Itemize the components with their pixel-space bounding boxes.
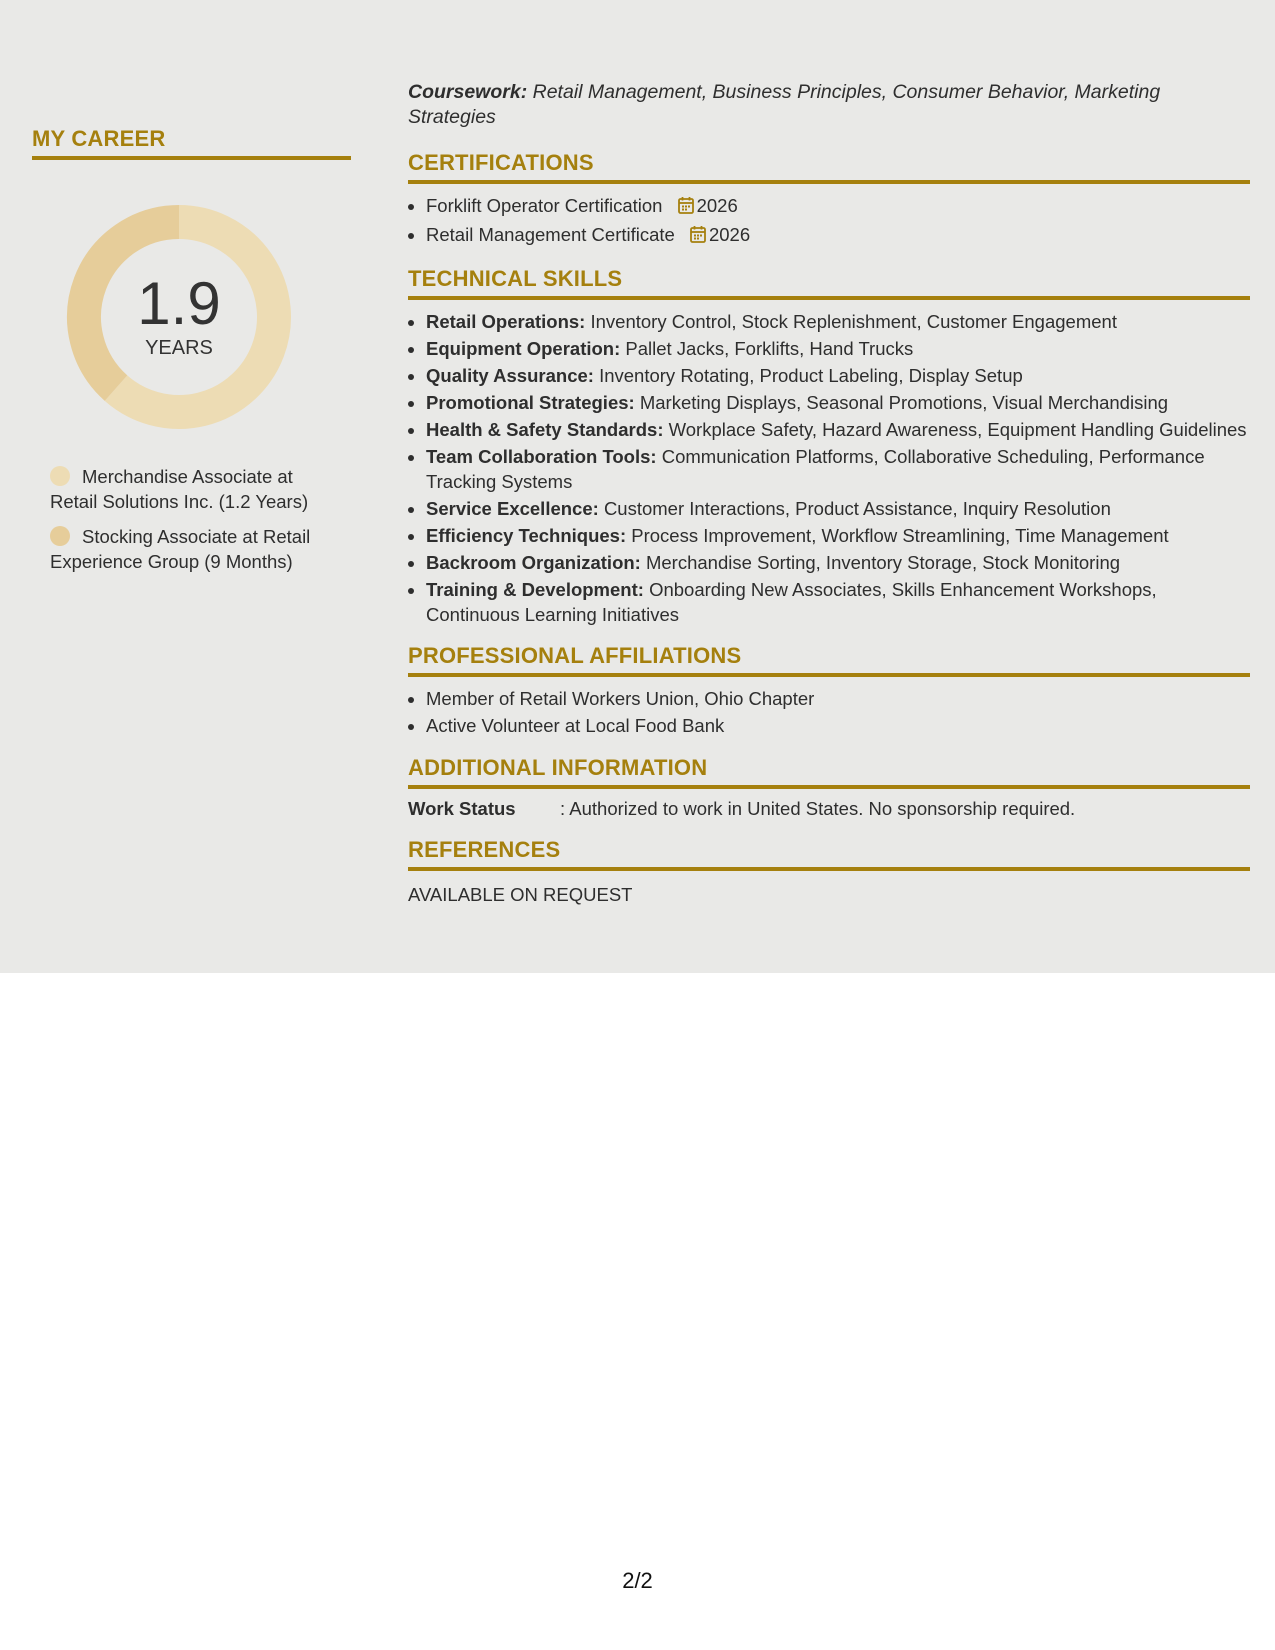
page-number: 2/2 bbox=[622, 1568, 653, 1593]
skill-text: Merchandise Sorting, Inventory Storage, Stock Monitoring bbox=[645, 552, 1121, 573]
skill-item bbox=[426, 549, 1250, 576]
skill-text: Marketing Displays, Seasonal Promotions, Visual Merchandising bbox=[639, 392, 1169, 413]
skill-item bbox=[426, 362, 1250, 389]
references-heading: REFERENCES bbox=[408, 837, 1250, 871]
certifications-list bbox=[408, 192, 1250, 250]
skill-label: Equipment Operation: bbox=[426, 338, 621, 359]
legend-dot bbox=[50, 466, 70, 486]
legend-label: Stocking Associate at Retail Experience Group (9 Months) bbox=[50, 526, 311, 572]
skill-label: Service Excellence: bbox=[426, 498, 599, 519]
skill-label: Promotional Strategies: bbox=[426, 392, 635, 413]
affiliations-list bbox=[408, 685, 1250, 739]
skill-label: Backroom Organization: bbox=[426, 552, 641, 573]
skill-item bbox=[426, 522, 1250, 549]
skill-item bbox=[426, 495, 1250, 522]
skill-label: Training & Development: bbox=[426, 579, 644, 600]
skill-label: Team Collaboration Tools: bbox=[426, 446, 657, 467]
skill-item bbox=[426, 416, 1250, 443]
career-donut-chart bbox=[66, 204, 292, 430]
skill-label: Health & Safety Standards: bbox=[426, 419, 664, 440]
coursework-text: Retail Management, Business Principles, Consumer Behavior, Marketing Strategies bbox=[408, 81, 1161, 128]
certification-item bbox=[426, 221, 1250, 250]
work-status-row bbox=[408, 797, 1250, 821]
skill-item bbox=[426, 444, 1250, 494]
skill-label: Efficiency Techniques: bbox=[426, 525, 627, 546]
certification-name: Forklift Operator Certification bbox=[426, 195, 663, 216]
legend-label: Merchandise Associate at Retail Solutions Inc. (1.2 Years) bbox=[50, 466, 309, 512]
skill-text: Inventory Rotating, Product Labeling, Display Setup bbox=[599, 365, 1023, 386]
coursework-label: Coursework: bbox=[408, 81, 528, 103]
calendar-icon bbox=[678, 194, 694, 221]
affiliation-item: • Member of Retail Workers Union, Ohio Chapter bbox=[426, 685, 1250, 712]
additional-info-section bbox=[408, 755, 1250, 821]
skill-item bbox=[426, 389, 1250, 416]
affiliation-item: • Active Volunteer at Local Food Bank bbox=[426, 712, 1250, 739]
certification-year: 2026 bbox=[696, 195, 738, 216]
references-section bbox=[408, 837, 1250, 907]
work-status-value: : Authorized to work in United States. No sponsorship required. bbox=[560, 798, 1076, 819]
skill-text: Process Improvement, Workflow Streamlining, Time Management bbox=[631, 525, 1169, 546]
skill-label: Quality Assurance: bbox=[426, 365, 594, 386]
calendar-icon bbox=[690, 223, 706, 250]
legend-item bbox=[50, 524, 340, 574]
affiliations-section bbox=[408, 643, 1250, 739]
legend-dot bbox=[50, 526, 70, 546]
total-years-unit: YEARS bbox=[145, 337, 213, 359]
skill-item bbox=[426, 577, 1250, 627]
certification-year: 2026 bbox=[708, 224, 751, 245]
skill-text: Workplace Safety, Hazard Awareness, Equipment Handling Guidelines bbox=[668, 419, 1247, 440]
certification-item bbox=[426, 192, 1250, 221]
career-heading: MY CAREER bbox=[32, 126, 351, 160]
skill-text: Inventory Control, Stock Replenishment, Customer Engagement bbox=[590, 311, 1117, 332]
skill-item bbox=[426, 335, 1250, 362]
skill-label: Retail Operations: bbox=[426, 311, 586, 332]
additional-info-heading: ADDITIONAL INFORMATION bbox=[408, 755, 1250, 789]
certifications-section bbox=[408, 150, 1250, 250]
affiliations-heading: PROFESSIONAL AFFILIATIONS bbox=[408, 643, 1250, 677]
skill-text: Onboarding New Associates, Skills Enhancement Workshops, Continuous Learning Initiatives bbox=[426, 579, 1157, 625]
career-legend bbox=[50, 464, 340, 574]
career-column bbox=[32, 126, 351, 584]
legend-item bbox=[50, 464, 340, 514]
skill-item bbox=[426, 308, 1250, 335]
skills-heading: TECHNICAL SKILLS bbox=[408, 266, 1250, 300]
certification-name: Retail Management Certificate bbox=[426, 224, 675, 245]
skill-text: Communication Platforms, Collaborative Scheduling, Performance Tracking Systems bbox=[426, 446, 1205, 492]
references-text: AVAILABLE ON REQUEST bbox=[408, 884, 633, 905]
skill-text: Pallet Jacks, Forklifts, Hand Trucks bbox=[625, 338, 914, 359]
skills-list bbox=[408, 308, 1250, 627]
skill-text: Customer Interactions, Product Assistance, Inquiry Resolution bbox=[603, 498, 1111, 519]
skills-section bbox=[408, 266, 1250, 627]
coursework-line bbox=[408, 80, 1250, 130]
total-years-value: 1.9 bbox=[137, 270, 221, 337]
main-column bbox=[408, 80, 1250, 923]
certifications-heading: CERTIFICATIONS bbox=[408, 150, 1250, 184]
work-status-label: Work Status bbox=[408, 798, 516, 819]
